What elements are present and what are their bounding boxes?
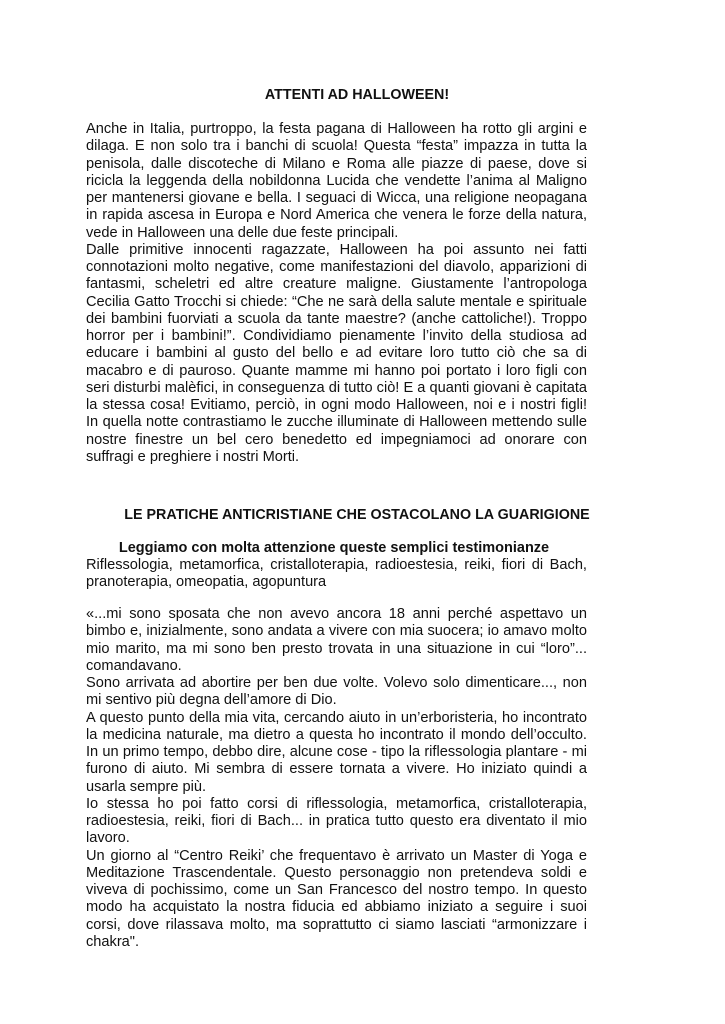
- paragraph: Un giorno al “Centro Reiki’ che frequentavo è arrivato un Master di Yoga e Meditazione Trascendentale. Questo personaggio non pretendeva soldi e viveva di pochissimo, come un San Francesco del nostro tempo. In questo modo ha acquistato la nostra fiducia ed abbiamo iniziato a seguire i suoi corsi, dove rilassava molto, ma soprattutto ci siamo lasciati “armonizzare i chakra".: [86, 847, 587, 950]
- section-subtitle: [86, 540, 672, 557]
- paragraph: Anche in Italia, purtroppo, la festa pagana di Halloween ha rotto gli argini e dilaga. E non solo tra i banchi di scuola! Questa “festa” impazza in tutta la penisola, dalle discoteche di Milano e Roma alle piazze di paese, dove si ricicla la leggenda della nobildonna Lucida che vendette l’anima al Maligno per mantenersi giovane e bella. I seguaci di Wicca, una religione neopagana in rapida ascesa in Europa e Nord America che venera le forze della natura, vede in Halloween una delle due feste principali.: [86, 121, 587, 241]
- practices-list: [86, 557, 587, 592]
- paragraph: Io stessa ho poi fatto corsi di riflessologia, metamorfica, cristalloterapia, radioestesia, reiki, fiori di Bach... in pratica tutto questo era diventato il mio lavoro.: [86, 795, 587, 847]
- article-title: ATTENTI AD HALLOWEEN!: [264, 87, 450, 103]
- subtitle-text: Leggiamo con molta attenzione queste semplici testimonianze: [118, 540, 550, 556]
- paragraph: «...mi sono sposata che non avevo ancora 18 anni perché aspettavo un bimbo e, inizialmente, sono andata a vivere con mia suocera; io amavo molto mio marito, ma mi sono ben presto trovata in una situazione in cui “loro”... comandavano.: [86, 606, 587, 674]
- article-body: [86, 121, 587, 466]
- paragraph: Sono arrivata ad abortire per ben due volte. Volevo solo dimenticare..., non mi sentivo più degna dell’amore di Dio.: [86, 675, 587, 709]
- paragraph: Dalle primitive innocenti ragazzate, Halloween ha poi assunto nei fatti connotazioni molto negative, come manifestazioni del diavolo, apparizioni di fantasmi, scheletri ed altre creature maligne. Giustamente l’antropologa Cecilia Gatto Trocchi si chiede: “Che ne sarà della salute mentale e spirituale dei bambini fuorviati a scuola da tante maestre? (anche cattoliche!). Troppo horror per i bambini!”. Condividiamo pienamente l’invito della studiosa ad educare i bambini al gusto del bello e ad evitare loro tutto ciò che sa di macabro e di pauroso. Quante mamme mi hanno poi portato i loro figli con seri disturbi malèfici, in conseguenza di tutto ciò! E a quanti giovani è capitata la stessa cosa! Evitiamo, perciò, in ogni modo Halloween, noi e i nostri figli! In quella notte contrastiamo le zucche illuminate di Halloween mettendo sulle nostre finestre un bel cero benedetto ed impegniamoci ad onorare con suffragi e preghiere i nostri Morti.: [86, 241, 587, 465]
- testimony-body: [86, 606, 587, 951]
- paragraph: Riflessologia, metamorfica, cristalloterapia, radioestesia, reiki, fiori di Bach, pranoterapia, omeopatia, agopuntura: [86, 557, 587, 591]
- section-title: LE PRATICHE ANTICRISTIANE CHE OSTACOLANO LA GUARIGIONE: [124, 507, 590, 523]
- paragraph: A questo punto della mia vita, cercando aiuto in un’erboristeria, ho incontrato la medicina naturale, ma dietro a questa ho incontrato il mondo dell’occulto. In un primo tempo, debbo dire, alcune cose - tipo la riflessologia plantare - mi furono di aiuto. Mi sembra di essere tornata a vivere. Ho iniziato quindi a usarla sempre più.: [86, 709, 587, 795]
